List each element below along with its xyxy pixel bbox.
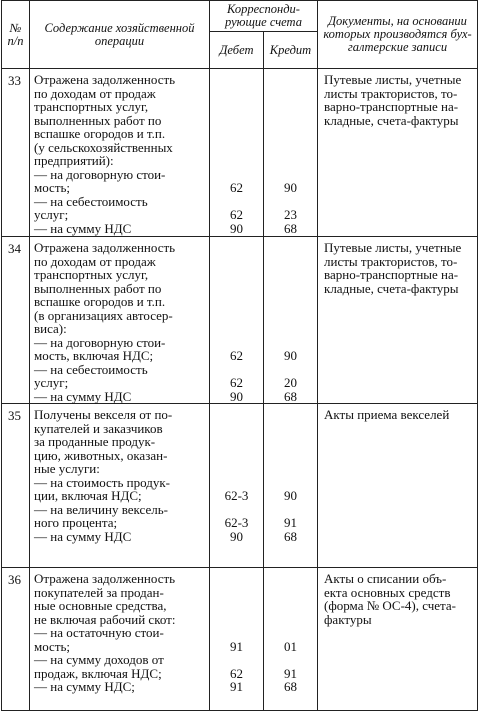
operation-description-line: — на сумму НДС; bbox=[34, 679, 135, 694]
debit-account-line bbox=[210, 572, 263, 586]
table-row bbox=[2, 69, 478, 237]
credit-account-line bbox=[264, 653, 317, 667]
debit-account bbox=[210, 69, 264, 237]
credit-account bbox=[264, 568, 318, 711]
table-row bbox=[2, 404, 478, 568]
credit-account-line bbox=[264, 435, 317, 449]
credit-account-line bbox=[264, 599, 317, 613]
debit-account-line bbox=[210, 503, 263, 517]
header-debit: Дебет bbox=[210, 32, 264, 69]
credit-account-line bbox=[264, 322, 317, 336]
operation-description-line: — на сумму доходов от bbox=[34, 652, 164, 667]
accounting-entries-table-wrapper bbox=[1, 0, 477, 711]
operation-description-line: (у сельскохозяйственных bbox=[34, 139, 173, 155]
debit-account-line: 90 bbox=[230, 388, 243, 404]
operation-description-line: продаж, включая НДС; bbox=[34, 665, 162, 681]
operation-description-line: транспортных услуг, bbox=[34, 99, 149, 114]
debit-account-line: 90 bbox=[230, 528, 243, 544]
accounting-entries-table bbox=[1, 0, 478, 711]
debit-account-line: 90 bbox=[230, 220, 243, 236]
row-number: 35 bbox=[2, 404, 30, 568]
debit-account bbox=[210, 404, 264, 568]
debit-account-line bbox=[210, 73, 263, 87]
debit-account-line bbox=[210, 154, 263, 168]
credit-account-line bbox=[264, 476, 317, 490]
row-number: 36 bbox=[2, 568, 30, 711]
debit-account-line bbox=[210, 422, 263, 436]
credit-account-line bbox=[264, 295, 317, 309]
operation-description-line: по доходам от продаж bbox=[34, 85, 156, 101]
operation-description-line: выполненных работ по bbox=[34, 112, 162, 128]
debit-account-line bbox=[210, 295, 263, 309]
credit-account-line bbox=[264, 572, 317, 586]
header-credit: Кредит bbox=[264, 32, 318, 69]
source-documents-line: кладные, счета-фактуры bbox=[324, 112, 459, 128]
operation-description-line: — на остаточную стои- bbox=[34, 625, 164, 640]
operation-description-line: — на договорную стои- bbox=[34, 166, 166, 182]
header-documents: Документы, на основании которых производятся бух- галтерские записи bbox=[318, 1, 478, 69]
credit-account-line bbox=[264, 127, 317, 141]
debit-account-line bbox=[210, 435, 263, 449]
credit-account bbox=[264, 69, 318, 237]
operation-description-line: — на себестоимость bbox=[34, 361, 148, 377]
operation-description-line: ного процента; bbox=[34, 515, 118, 530]
credit-account-line bbox=[264, 195, 317, 209]
credit-account-line bbox=[264, 462, 317, 476]
row-number: 34 bbox=[2, 237, 30, 404]
source-documents-line: кладные, счета-фактуры bbox=[324, 280, 459, 296]
debit-account-line bbox=[210, 168, 263, 182]
operation-description-line: транспортных услуг, bbox=[34, 267, 149, 282]
credit-account-line: 68 bbox=[284, 679, 297, 694]
debit-account-line: 62 bbox=[230, 180, 243, 195]
operation-description-line: не включая рабочий скот: bbox=[34, 611, 176, 627]
operation-description-line: Отражена задолженность bbox=[34, 72, 176, 87]
operation-description-line: — на договорную стои- bbox=[34, 334, 166, 350]
credit-account-line bbox=[264, 241, 317, 255]
source-documents bbox=[318, 237, 478, 404]
debit-account-line: 62 bbox=[230, 665, 243, 681]
header-accounts: Корреспонди- рующие счета bbox=[210, 1, 318, 32]
debit-account-line bbox=[210, 87, 263, 101]
operation-description-line: услуг; bbox=[34, 375, 69, 390]
table-header-row bbox=[2, 1, 478, 32]
operation-description bbox=[30, 237, 210, 404]
credit-account-line: 68 bbox=[284, 220, 297, 236]
table-row bbox=[2, 568, 478, 711]
operation-description-line: по доходам от продаж bbox=[34, 253, 156, 269]
operation-description-line: мость; bbox=[34, 638, 71, 654]
credit-account-line bbox=[264, 503, 317, 517]
source-documents-line: Путевые листы, учетные bbox=[324, 72, 462, 87]
credit-account-line bbox=[264, 449, 317, 463]
credit-account-line bbox=[264, 255, 317, 269]
debit-account bbox=[210, 568, 264, 711]
credit-account-line: 90 bbox=[284, 488, 297, 503]
debit-account-line bbox=[210, 363, 263, 377]
operation-description-line: мость; bbox=[34, 180, 71, 195]
debit-account-line bbox=[210, 195, 263, 209]
debit-account-line: 91 bbox=[230, 638, 243, 654]
debit-account-line bbox=[210, 476, 263, 490]
debit-account-line bbox=[210, 141, 263, 155]
operation-description-line: — на сумму НДС bbox=[34, 388, 132, 404]
credit-account-line: 23 bbox=[284, 207, 297, 222]
operation-description-line: — на величину вексель- bbox=[34, 501, 168, 517]
credit-account-line bbox=[264, 100, 317, 114]
source-documents-line: Акты о списании объ- bbox=[324, 571, 447, 586]
operation-description-line: — на сумму НДС bbox=[34, 528, 132, 544]
credit-account-line bbox=[264, 363, 317, 377]
debit-account-line bbox=[210, 322, 263, 336]
source-documents-line: варно-транспортные на- bbox=[324, 267, 459, 282]
debit-account-line bbox=[210, 586, 263, 600]
table-row bbox=[2, 237, 478, 404]
credit-account-line: 68 bbox=[284, 388, 297, 404]
credit-account-line bbox=[264, 87, 317, 101]
operation-description-line: виса): bbox=[34, 321, 67, 336]
operation-description-line: цию, животных, оказан- bbox=[34, 447, 168, 463]
source-documents bbox=[318, 404, 478, 568]
source-documents-line: Путевые листы, учетные bbox=[324, 240, 462, 255]
debit-account-line bbox=[210, 626, 263, 640]
debit-account-line bbox=[210, 282, 263, 296]
debit-account-line bbox=[210, 408, 263, 422]
source-documents-line: листы трактористов, то- bbox=[324, 253, 458, 269]
credit-account-line bbox=[264, 408, 317, 422]
credit-account-line bbox=[264, 282, 317, 296]
table-body bbox=[2, 69, 478, 711]
header-content: Содержание хозяйственной операции bbox=[30, 1, 210, 69]
operation-description bbox=[30, 568, 210, 711]
credit-account-line bbox=[264, 626, 317, 640]
operation-description-line: вспашке огородов и т.п. bbox=[34, 126, 166, 141]
credit-account-line: 01 bbox=[284, 638, 297, 654]
source-documents-line: варно-транспортные на- bbox=[324, 99, 459, 114]
debit-account-line bbox=[210, 599, 263, 613]
debit-account-line: 62-3 bbox=[224, 515, 249, 530]
credit-account-line: 91 bbox=[284, 665, 297, 681]
operation-description-line: покупателей за продан- bbox=[34, 584, 164, 600]
source-documents-line: (форма № ОС-4), счета- bbox=[324, 598, 456, 613]
debit-account-line: 62 bbox=[230, 348, 243, 363]
credit-account-line: 90 bbox=[284, 348, 297, 363]
operation-description-line: услуг; bbox=[34, 207, 69, 222]
operation-description-line: ные услуги: bbox=[34, 461, 100, 476]
debit-account-line bbox=[210, 613, 263, 627]
operation-description-line: Отражена задолженность bbox=[34, 571, 176, 586]
operation-description bbox=[30, 404, 210, 568]
operation-description-line: ции, включая НДС; bbox=[34, 488, 142, 503]
credit-account-line bbox=[264, 586, 317, 600]
debit-account-line bbox=[210, 100, 263, 114]
operation-description-line: Отражена задолженность bbox=[34, 240, 176, 255]
debit-account-line bbox=[210, 449, 263, 463]
debit-account-line bbox=[210, 241, 263, 255]
operation-description-line: (в организациях автосер- bbox=[34, 307, 173, 323]
debit-account-line bbox=[210, 309, 263, 323]
credit-account-line: 68 bbox=[284, 528, 297, 544]
source-documents-line: екта основных средств bbox=[324, 584, 451, 600]
credit-account-line bbox=[264, 168, 317, 182]
source-documents bbox=[318, 69, 478, 237]
debit-account-line bbox=[210, 653, 263, 667]
debit-account-line: 62 bbox=[230, 375, 243, 390]
operation-description-line: вспашке огородов и т.п. bbox=[34, 294, 166, 309]
header-number: № п/п bbox=[2, 1, 30, 69]
debit-account-line bbox=[210, 462, 263, 476]
credit-account-line bbox=[264, 114, 317, 128]
credit-account-line bbox=[264, 336, 317, 350]
debit-account-line: 62 bbox=[230, 207, 243, 222]
credit-account-line bbox=[264, 73, 317, 87]
source-documents bbox=[318, 568, 478, 711]
operation-description-line: мость, включая НДС; bbox=[34, 348, 154, 363]
credit-account-line bbox=[264, 268, 317, 282]
row-number: 33 bbox=[2, 69, 30, 237]
debit-account-line bbox=[210, 268, 263, 282]
credit-account bbox=[264, 404, 318, 568]
operation-description-line: — на стоимость продук- bbox=[34, 474, 170, 490]
credit-account-line bbox=[264, 154, 317, 168]
credit-account-line bbox=[264, 309, 317, 323]
debit-account-line bbox=[210, 336, 263, 350]
debit-account-line bbox=[210, 127, 263, 141]
operation-description-line: Получены векселя от по- bbox=[34, 407, 173, 422]
operation-description-line: выполненных работ по bbox=[34, 280, 162, 296]
credit-account-line: 20 bbox=[284, 375, 297, 390]
debit-account-line: 62-3 bbox=[224, 488, 249, 503]
operation-description-line: предприятий): bbox=[34, 153, 114, 168]
credit-account bbox=[264, 237, 318, 404]
debit-account bbox=[210, 237, 264, 404]
source-documents-line: листы трактористов, то- bbox=[324, 85, 458, 101]
source-documents-line: фактуры bbox=[324, 611, 372, 627]
debit-account-line bbox=[210, 114, 263, 128]
debit-account-line: 91 bbox=[230, 679, 243, 694]
credit-account-line: 91 bbox=[284, 515, 297, 530]
operation-description-line: — на сумму НДС bbox=[34, 220, 132, 236]
debit-account-line bbox=[210, 255, 263, 269]
operation-description-line: купателей и заказчиков bbox=[34, 420, 163, 436]
operation-description-line: за проданные продук- bbox=[34, 434, 156, 449]
credit-account-line bbox=[264, 422, 317, 436]
operation-description-line: ные основные средства, bbox=[34, 598, 167, 613]
credit-account-line bbox=[264, 613, 317, 627]
source-documents-line: Акты приема векселей bbox=[324, 407, 450, 422]
credit-account-line: 90 bbox=[284, 180, 297, 195]
operation-description bbox=[30, 69, 210, 237]
operation-description-line: — на себестоимость bbox=[34, 193, 148, 209]
credit-account-line bbox=[264, 141, 317, 155]
